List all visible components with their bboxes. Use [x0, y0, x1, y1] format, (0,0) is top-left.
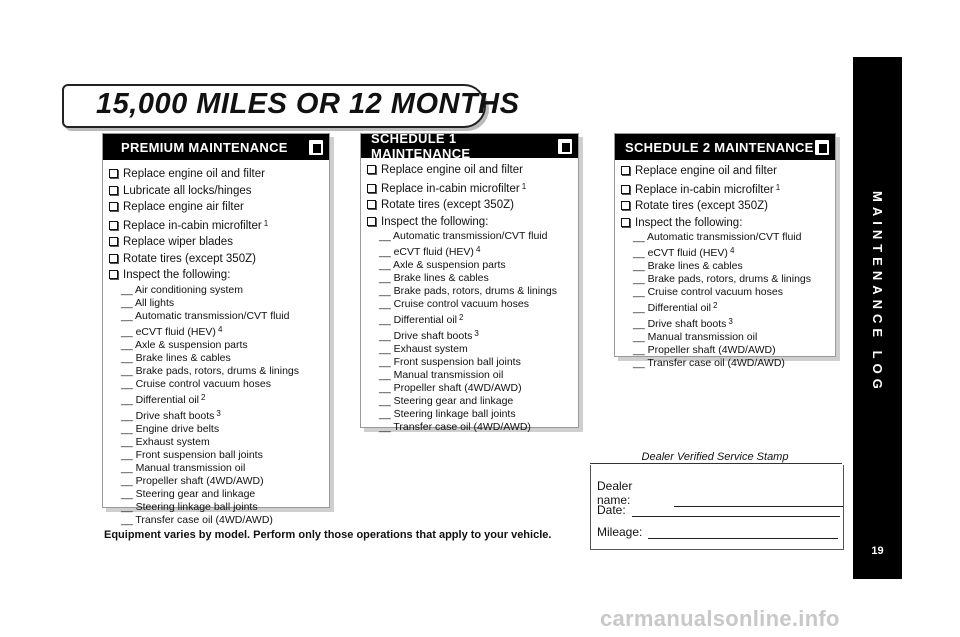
sub-item: __ Brake lines & cables — [633, 260, 743, 272]
page-number: 19 — [871, 545, 884, 557]
schedule-2-header — [615, 134, 835, 160]
sub-item: __ Drive shaft boots $^3$ — [121, 408, 221, 422]
sub-item: __ Brake pads, rotors, drums & linings — [121, 364, 299, 377]
sub-item: __ Propeller shaft (4WD/AWD) — [633, 344, 776, 356]
sub-item: __ Cruise control vacuum hoses — [379, 298, 529, 310]
premium-maintenance-title: PREMIUM MAINTENANCE — [121, 139, 288, 155]
sub-item: __ Propeller shaft (4WD/AWD) — [379, 382, 522, 394]
list-item: Replace engine air filter — [109, 199, 325, 216]
sub-item: __ Brake pads, rotors, drums & linings — [379, 285, 557, 297]
sub-item: __ Drive shaft boots $^3$ — [379, 329, 479, 342]
sub-item: __ Brake lines & cables — [379, 272, 489, 284]
sub-item: __ Transfer case oil (4WD/AWD) — [633, 357, 785, 369]
list-item: Replace in-cabin microfilter $^1$ — [109, 216, 325, 235]
schedule-2-title: SCHEDULE 2 MAINTENANCE — [625, 139, 814, 155]
sub-item: __ Propeller shaft (4WD/AWD) — [121, 474, 264, 487]
schedule-2-box — [614, 133, 836, 369]
list-item: Inspect the following: — [367, 214, 574, 231]
sub-item: __ Automatic transmission/CVT fluid — [633, 231, 802, 243]
mileage-label: Mileage: — [597, 525, 643, 539]
stamp-divider — [590, 463, 842, 464]
sub-item: __ Differential oil $^2$ — [379, 313, 464, 326]
list-item: Replace in-cabin microfilter $^1$ — [367, 179, 574, 198]
sub-item: __ Transfer case oil (4WD/AWD) — [379, 421, 531, 433]
date-field[interactable] — [597, 503, 840, 517]
dealer-name-label: Dealer name: — [597, 479, 633, 507]
sub-item: __ eCVT fluid (HEV) $^4$ — [633, 246, 735, 259]
sub-item: __ Cruise control vacuum hoses — [121, 377, 271, 390]
sub-item: __ Automatic transmission/CVT fluid — [121, 309, 290, 322]
sub-item: __ Engine drive belts — [121, 422, 220, 435]
list-item: Rotate tires (except 350Z) — [621, 198, 831, 215]
schedule-2-list — [621, 163, 831, 370]
sub-item: __ Front suspension ball joints — [379, 356, 521, 368]
list-item: Rotate tires (except 350Z) — [109, 251, 325, 268]
sub-item: __ Steering gear and linkage — [379, 395, 514, 407]
sub-item: __ eCVT fluid (HEV) $^4$ — [379, 245, 481, 258]
schedule-1-title: SCHEDULE 1 MAINTENANCE — [371, 131, 471, 161]
schedule-1-list — [367, 162, 574, 434]
sub-item: __ Steering gear and linkage — [121, 487, 256, 500]
sub-item: __ Manual transmission oil — [633, 331, 758, 343]
list-item: Replace engine oil and filter — [367, 162, 574, 179]
checkbox-icon — [558, 139, 572, 154]
sidebar-label: MAINTENANCE LOG — [870, 190, 885, 394]
schedule-1-header — [361, 131, 578, 161]
sub-item: __ Manual transmission oil — [379, 369, 504, 381]
watermark: carmanualsonline.info — [600, 606, 840, 631]
checkbox-icon — [815, 140, 829, 155]
list-item: Inspect the following: — [621, 215, 831, 232]
list-item: Replace in-cabin microfilter $^1$ — [621, 180, 831, 199]
equipment-footnote: Equipment varies by model. Perform only those operations that apply to your vehicle. — [104, 529, 552, 541]
sub-item: __ Transfer case oil (4WD/AWD) — [121, 513, 273, 526]
sub-item: __ Differential oil $^2$ — [121, 392, 206, 406]
list-item: Replace engine oil and filter — [621, 163, 831, 180]
sub-item: __ Differential oil $^2$ — [633, 301, 718, 314]
sub-item: __ Axle & suspension parts — [121, 338, 248, 351]
sub-item: __ eCVT fluid (HEV) $^4$ — [121, 324, 223, 338]
premium-maintenance-box — [102, 133, 330, 526]
stamp-title: Dealer Verified Service Stamp — [641, 451, 789, 463]
sub-item: __ Brake lines & cables — [121, 351, 231, 364]
sub-item: __ Exhaust system — [379, 343, 468, 355]
checkbox-icon — [309, 140, 323, 155]
list-item: Rotate tires (except 350Z) — [367, 197, 574, 214]
premium-maintenance-header — [103, 134, 329, 160]
dealer-stamp-box — [590, 465, 844, 550]
sub-item: __ Exhaust system — [121, 435, 210, 448]
mileage-field[interactable] — [597, 525, 838, 539]
mileage-blank[interactable] — [648, 526, 838, 539]
sub-item: __ All lights — [121, 296, 175, 309]
schedule-1-box — [360, 131, 579, 433]
date-blank[interactable] — [632, 504, 840, 517]
list-item: Lubricate all locks/hinges — [109, 183, 325, 200]
sub-item: __ Drive shaft boots $^3$ — [633, 317, 733, 330]
sub-item: __ Manual transmission oil — [121, 461, 246, 474]
sub-item: __ Axle & suspension parts — [379, 259, 506, 271]
list-item: Inspect the following: — [109, 267, 325, 284]
sub-item: __ Automatic transmission/CVT fluid — [379, 230, 548, 242]
sub-item: __ Brake pads, rotors, drums & linings — [633, 273, 811, 285]
sub-item: __ Cruise control vacuum hoses — [633, 286, 783, 298]
list-item: Replace engine oil and filter — [109, 166, 325, 183]
premium-maintenance-list — [109, 166, 325, 527]
sub-item: __ Front suspension ball joints — [121, 448, 263, 461]
sub-item: __ Steering linkage ball joints — [379, 408, 516, 420]
list-item: Replace wiper blades — [109, 234, 325, 251]
sub-item: __ Air conditioning system — [121, 283, 243, 296]
date-label: Date: — [597, 503, 626, 517]
sub-item: __ Steering linkage ball joints — [121, 500, 258, 513]
page-title: 15,000 MILES OR 12 MONTHS — [96, 88, 520, 120]
